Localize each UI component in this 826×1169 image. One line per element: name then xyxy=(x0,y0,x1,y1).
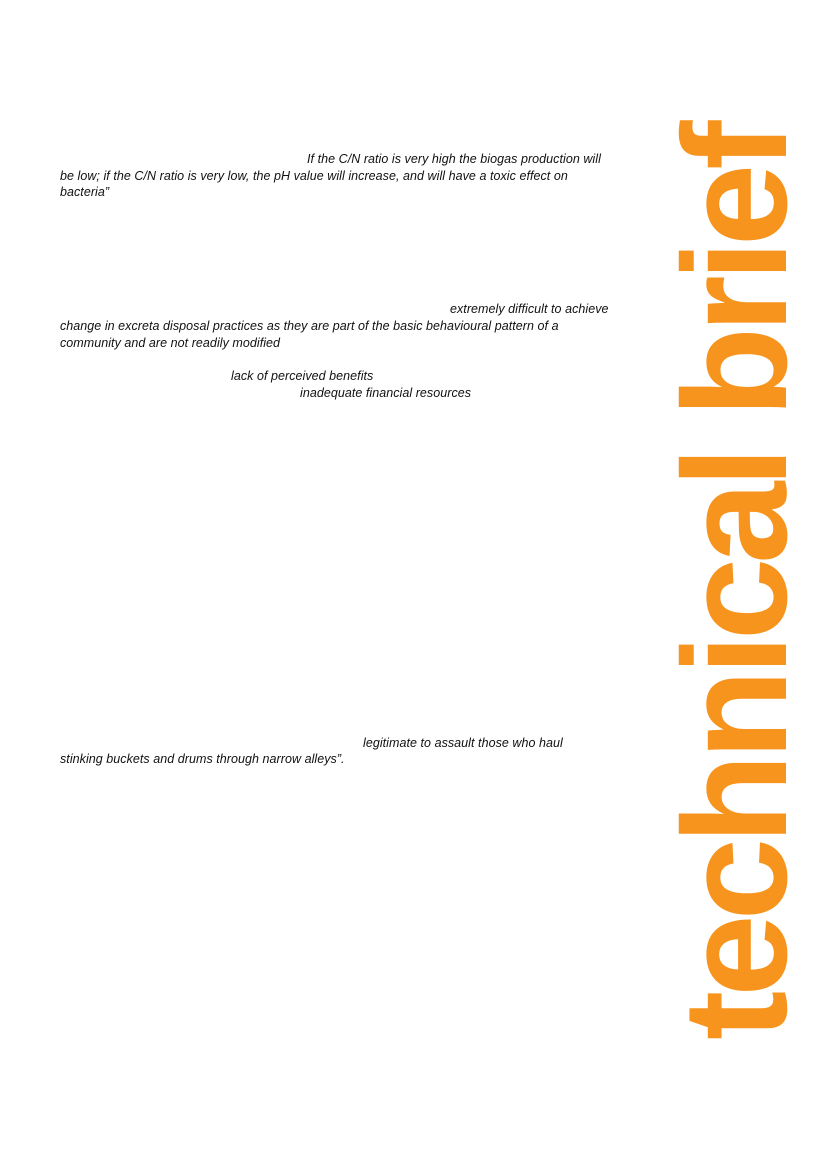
barrier-perceived-benefits: lack of perceived benefits xyxy=(231,369,374,383)
cn-ratio-quote-line-1: If the C/N ratio is very high the biogas production will xyxy=(307,152,601,166)
excreta-quote-line-2: change in excreta disposal practices as they are part of the basic behavioural pattern of a xyxy=(60,319,559,333)
excreta-quote-line-3: community and are not readily modified xyxy=(60,336,281,350)
assault-quote-line-2: stinking buckets and drums through narrow alleys”. xyxy=(60,752,345,766)
technical-brief-sidebar-title: technical brief xyxy=(653,126,818,1040)
barrier-financial-resources: inadequate financial resources xyxy=(300,386,472,400)
excreta-quote-line-1: extremely difficult to achieve xyxy=(450,302,609,316)
cn-ratio-quote-line-2: be low; if the C/N ratio is very low, the pH value will increase, and will have a toxic effect on xyxy=(60,169,568,183)
assault-quote-line-1: legitimate to assault those who haul xyxy=(363,736,563,750)
cn-ratio-quote-line-3: bacteria” xyxy=(60,185,110,199)
